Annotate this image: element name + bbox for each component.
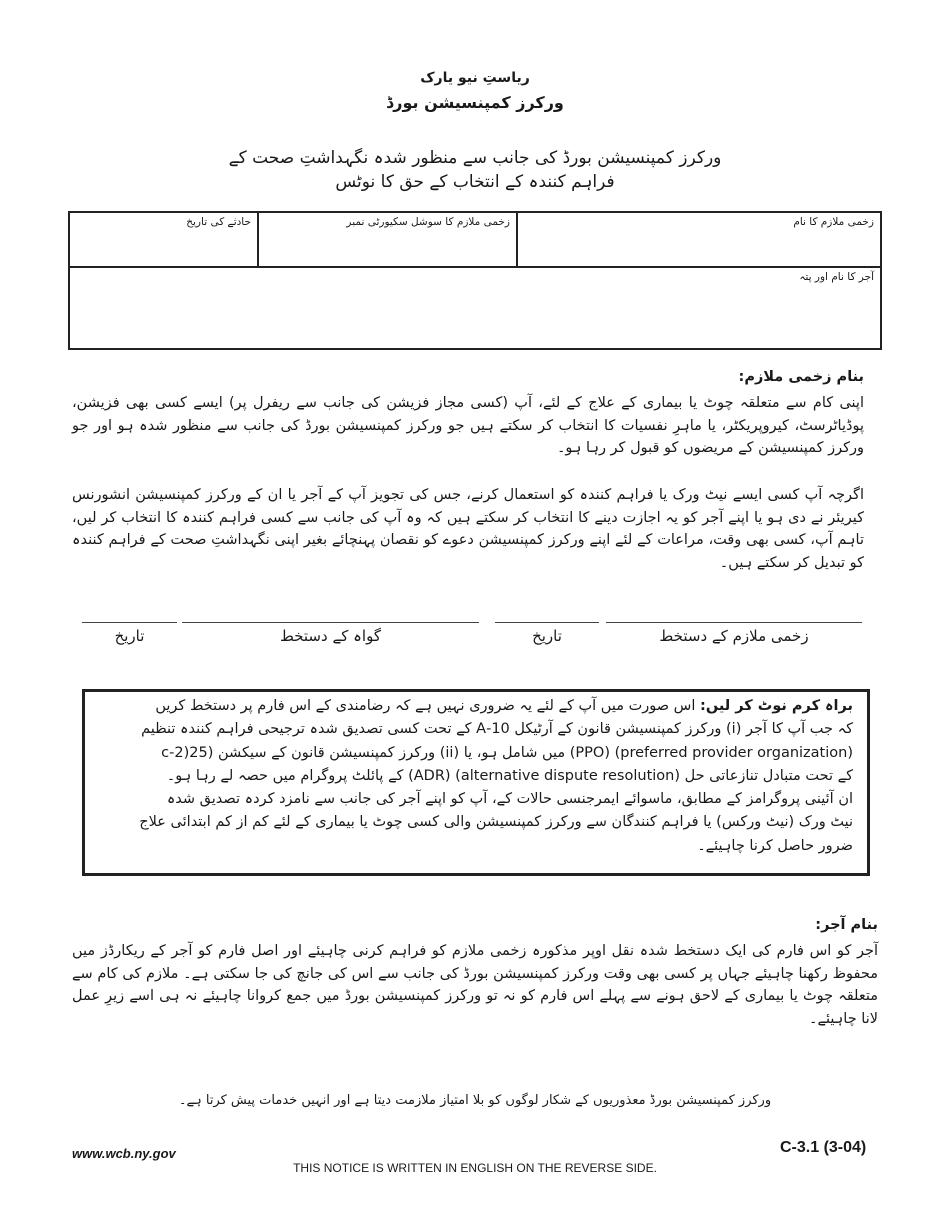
note-line-1 xyxy=(115,695,853,718)
date-label-1: تاریخ xyxy=(532,627,562,645)
employer-name-address-field[interactable] xyxy=(70,268,880,348)
employer-section-heading: بنام آجر: xyxy=(815,917,878,933)
notice-title xyxy=(0,146,950,194)
note-line-5: ان آئینی پروگرامز کے مطابق، ماسوائے ایمرجنسی حالات کے، آپ کو اپنے آجر کی جانب سے نامزد کردہ تصدیق شدہ xyxy=(166,791,853,808)
witness-signature-line[interactable] xyxy=(182,622,479,623)
notice-title-line-2: فراہم کنندہ کے انتخاب کے حق کا نوٹس xyxy=(335,172,615,192)
employee-ssn-label: زخمی ملازم کا سوشل سکیورٹی نمبر xyxy=(346,216,510,228)
note-line-7: ضرور حاصل کرنا چاہیئے۔ xyxy=(697,837,853,854)
witness-signature-label: گواہ کے دستخط xyxy=(279,627,381,645)
please-note-text xyxy=(115,695,853,858)
note-line-6: نیٹ ورک (نیٹ ورکس) یا فراہم کنندگان سے ورکرز کمپنسیشن والی کسی چوٹ یا بیماری کے لئے کم از کم ابتدائی علاج xyxy=(139,814,853,831)
employee-signature-label: زخمی ملازم کے دستخط xyxy=(659,627,809,645)
employee-name-field[interactable] xyxy=(518,213,880,266)
claim-info-table xyxy=(68,211,882,350)
form-number: C-3.1 (3-04) xyxy=(780,1139,867,1156)
employer-name-address-label: آجر کا نام اور پتہ xyxy=(799,271,874,283)
employee-section-heading: بنام زخمی ملازم: xyxy=(738,369,864,385)
please-note-box xyxy=(82,689,870,876)
employee-paragraph-1: اپنی کام سے متعلقہ چوٹ یا بیماری کے علاج کے لئے، آپ (کسی مجاز فزیشن کی جانب سے ریفرل پر) ایسے کسی بھی فزیشن، پوڈیاٹرسٹ، کیروپریکٹر، یا ماہرِ نفسیات کا انتخاب کر سکتے ہیں جو ورکرز کمپنسیشن بورڈ کی جانب سے منظور شدہ ہو اور جو ورکرز کمپنسیشن کے مریضوں کو قبول کر رہا ہو۔ xyxy=(72,395,864,456)
employee-ssn-field[interactable] xyxy=(259,213,516,266)
accident-date-field[interactable] xyxy=(70,213,257,266)
note-bold-lead: براہ کرم نوٹ کر لیں: xyxy=(700,698,853,714)
note-line-2: کہ جب آپ کا آجر (i) ورکرز کمپنسیشن قانون کے آرٹیکل 10-A کے تحت کسی تصدیق شدہ ترجیحی فراہم کنندہ تنظیم xyxy=(141,721,853,738)
website-link[interactable]: www.wcb.ny.gov xyxy=(72,1146,176,1161)
employer-paragraph: آجر کو اس فارم کی ایک دستخط شدہ نقل اوپر مذکورہ زخمی ملازم کو فراہم کرنی چاہیئے اور اصل فارم کو آجر کے ریکارڈز میں محفوظ رکھنا چاہیئے جہاں پر کسی بھی وقت ورکرز کمپنسیشن بورڈ کی جانب سے اس کی جانچ کی جا سکتی ہے۔ ملازم کی کام سے متعلقہ چوٹ یا بیماری کے لاحق ہونے سے پہلے اس فارم کو نہ تو ورکرز کمپنسیشن بورڈ میں جمع کروانا چاہیئے نہ ہی اسے زیرِ عمل لانا چاہیئے۔ xyxy=(72,943,878,1027)
date-line-2[interactable] xyxy=(82,622,177,623)
note-line-1-text: اس صورت میں آپ کے لئے یہ ضروری نہیں ہے کہ رضامندی کے اس فارم پر دستخط کریں xyxy=(155,698,696,714)
board-title: ورکرز کمپنسیشن بورڈ xyxy=(386,93,564,112)
date-label-2: تاریخ xyxy=(114,627,145,645)
notice-title-line-1: ورکرز کمپنسیشن بورڈ کی جانب سے منظور شدہ نگہداشتِ صحت کے xyxy=(228,148,722,168)
employee-paragraph-2: اگرچہ آپ کسی ایسے نیٹ ورک یا فراہم کنندہ کو استعمال کرنے، جس کی تجویز آپ کے آجر یا ان کے ورکرز کمپنسیشن انشورنس کیریئر نے دی ہو یا اپنے آجر کو یہ اجازت دینے کا انتخاب کر سکتے ہیں کہ وہ آپ کی جانب سے کسی فراہم کنندہ کا انتخاب کر لیں، تاہم آپ، کسی بھی وقت، مراعات کے لئے اپنے ورکرز کمپنسیشن دعوے کو نقصان پہنچائے بغیر اپنی نگہداشتِ صحت کے فراہم کنندہ کو تبدیل کر سکتے ہیں۔ xyxy=(72,487,864,571)
note-line-3: (preferred provider organization) (PPO) میں شامل ہو، یا (ii) ورکرز کمپنسیشن قانون کے سیکشن (25(2-c xyxy=(161,744,853,761)
note-line-4: کے تحت متبادل تنازعاتی حل (alternative dispute resolution) (ADR) کے پائلٹ پروگرام میں حصہ لے رہا ہو۔ xyxy=(166,767,853,784)
equal-opportunity-statement: ورکرز کمپنسیشن بورڈ معذوریوں کے شکار لوگوں کو بلا امتیاز ملازمت دیتا ہے اور انہیں خدمات پیش کرتا ہے۔ xyxy=(178,1093,772,1108)
reverse-side-notice: THIS NOTICE IS WRITTEN IN ENGLISH ON THE REVERSE SIDE. xyxy=(293,1161,657,1175)
date-line-1[interactable] xyxy=(495,622,599,623)
employee-name-label: زخمی ملازم کا نام xyxy=(793,216,874,228)
state-title: ریاستِ نیو یارک xyxy=(420,70,530,86)
accident-date-label: حادثے کی تاریخ xyxy=(186,216,251,228)
employee-signature-line[interactable] xyxy=(606,622,862,623)
